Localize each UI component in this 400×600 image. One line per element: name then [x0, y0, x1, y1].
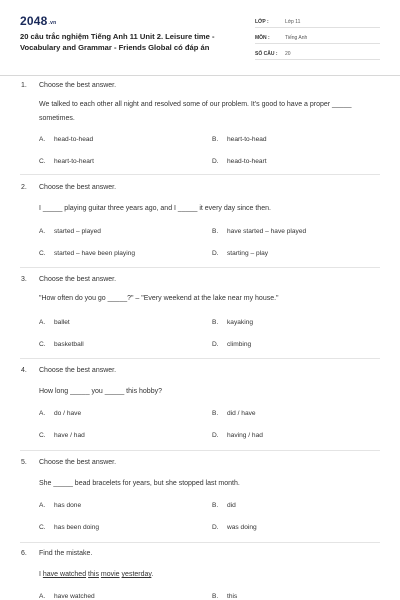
question-text: She _____ bead bracelets for years, but she stopped last month. — [39, 480, 240, 487]
meta-row-class — [255, 14, 380, 28]
question-text: I _____ playing guitar three years ago, and I _____ it every day since then. — [39, 205, 271, 212]
underlined-segment: yesterday — [121, 571, 152, 578]
divider — [20, 174, 380, 175]
option-d[interactable]: D. climbing — [212, 341, 252, 348]
option-d[interactable]: D. head-to-heart — [212, 158, 267, 165]
question-prompt: Choose the best answer. — [39, 276, 117, 283]
divider — [20, 267, 380, 268]
question-prompt: Find the mistake. — [39, 550, 93, 557]
option-d[interactable]: D. having / had — [212, 432, 263, 439]
option-b[interactable]: B. kayaking — [212, 319, 254, 326]
document-header — [0, 0, 400, 76]
question-number: 6. — [21, 550, 27, 557]
meta-value: Tiếng Anh — [285, 35, 308, 41]
question-number: 5. — [21, 459, 27, 466]
option-c[interactable]: C. heart-to-heart — [39, 158, 94, 165]
divider — [20, 358, 380, 359]
option-a[interactable]: A. head-to-head — [39, 136, 94, 143]
divider — [20, 450, 380, 451]
underlined-segment: have watched — [42, 571, 87, 578]
meta-key: MÔN : — [255, 35, 270, 41]
question-text: How long _____ you _____ this hobby? — [39, 388, 162, 395]
option-a[interactable]: A. have watched — [39, 593, 95, 600]
question-text: "How often do you go _____?" – "Every weekend at the lake near my house." — [39, 295, 279, 302]
underlined-segment: movie — [100, 571, 120, 578]
option-c[interactable]: C. basketball — [39, 341, 84, 348]
question-number: 2. — [21, 184, 27, 191]
question-prompt: Choose the best answer. — [39, 367, 117, 374]
question-number: 4. — [21, 367, 27, 374]
question-prompt: Choose the best answer. — [39, 184, 117, 191]
question-text: We talked to each other all night and resolved some of our problem. It's good to have a proper _____ sometimes. — [39, 101, 352, 122]
option-b[interactable]: B. did — [212, 502, 236, 509]
option-b[interactable]: B. this — [212, 593, 238, 600]
meta-value: Lớp 11 — [285, 19, 301, 25]
option-b[interactable]: B. heart-to-head — [212, 136, 267, 143]
meta-row-count — [255, 46, 380, 60]
logo-suffix: .vn — [48, 20, 57, 26]
option-b[interactable]: B. did / have — [212, 410, 256, 417]
question-number: 1. — [21, 82, 27, 89]
divider — [20, 542, 380, 543]
option-a[interactable]: A. has done — [39, 502, 82, 509]
meta-key: LỚP : — [255, 19, 269, 25]
option-b[interactable]: B. have started – have played — [212, 228, 307, 235]
document-meta — [255, 14, 380, 62]
meta-key: SỐ CÂU : — [255, 51, 278, 57]
meta-row-subject — [255, 30, 380, 44]
underlined-segment: this — [88, 571, 99, 578]
option-c[interactable]: C. has been doing — [39, 524, 100, 531]
option-a[interactable]: A. ballet — [39, 319, 70, 326]
question-number: 3. — [21, 276, 27, 283]
option-d[interactable]: D. was doing — [212, 524, 257, 531]
question-text: I have watched this movie yesterday. — [39, 571, 154, 578]
option-a[interactable]: A. do / have — [39, 410, 82, 417]
option-d[interactable]: D. starting – play — [212, 250, 269, 257]
option-a[interactable]: A. started – played — [39, 228, 101, 235]
option-c[interactable]: C. have / had — [39, 432, 85, 439]
meta-value: 20 — [285, 51, 291, 57]
question-prompt: Choose the best answer. — [39, 459, 117, 466]
logo-text: 2048 — [20, 14, 48, 28]
question-prompt: Choose the best answer. — [39, 82, 117, 89]
option-c[interactable]: C. started – have been playing — [39, 250, 136, 257]
site-logo[interactable] — [20, 14, 56, 28]
document-title: 20 câu trắc nghiệm Tiếng Anh 11 Unit 2. Leisure time - Vocabulary and Grammar - Friends Global có đáp án — [20, 32, 215, 52]
